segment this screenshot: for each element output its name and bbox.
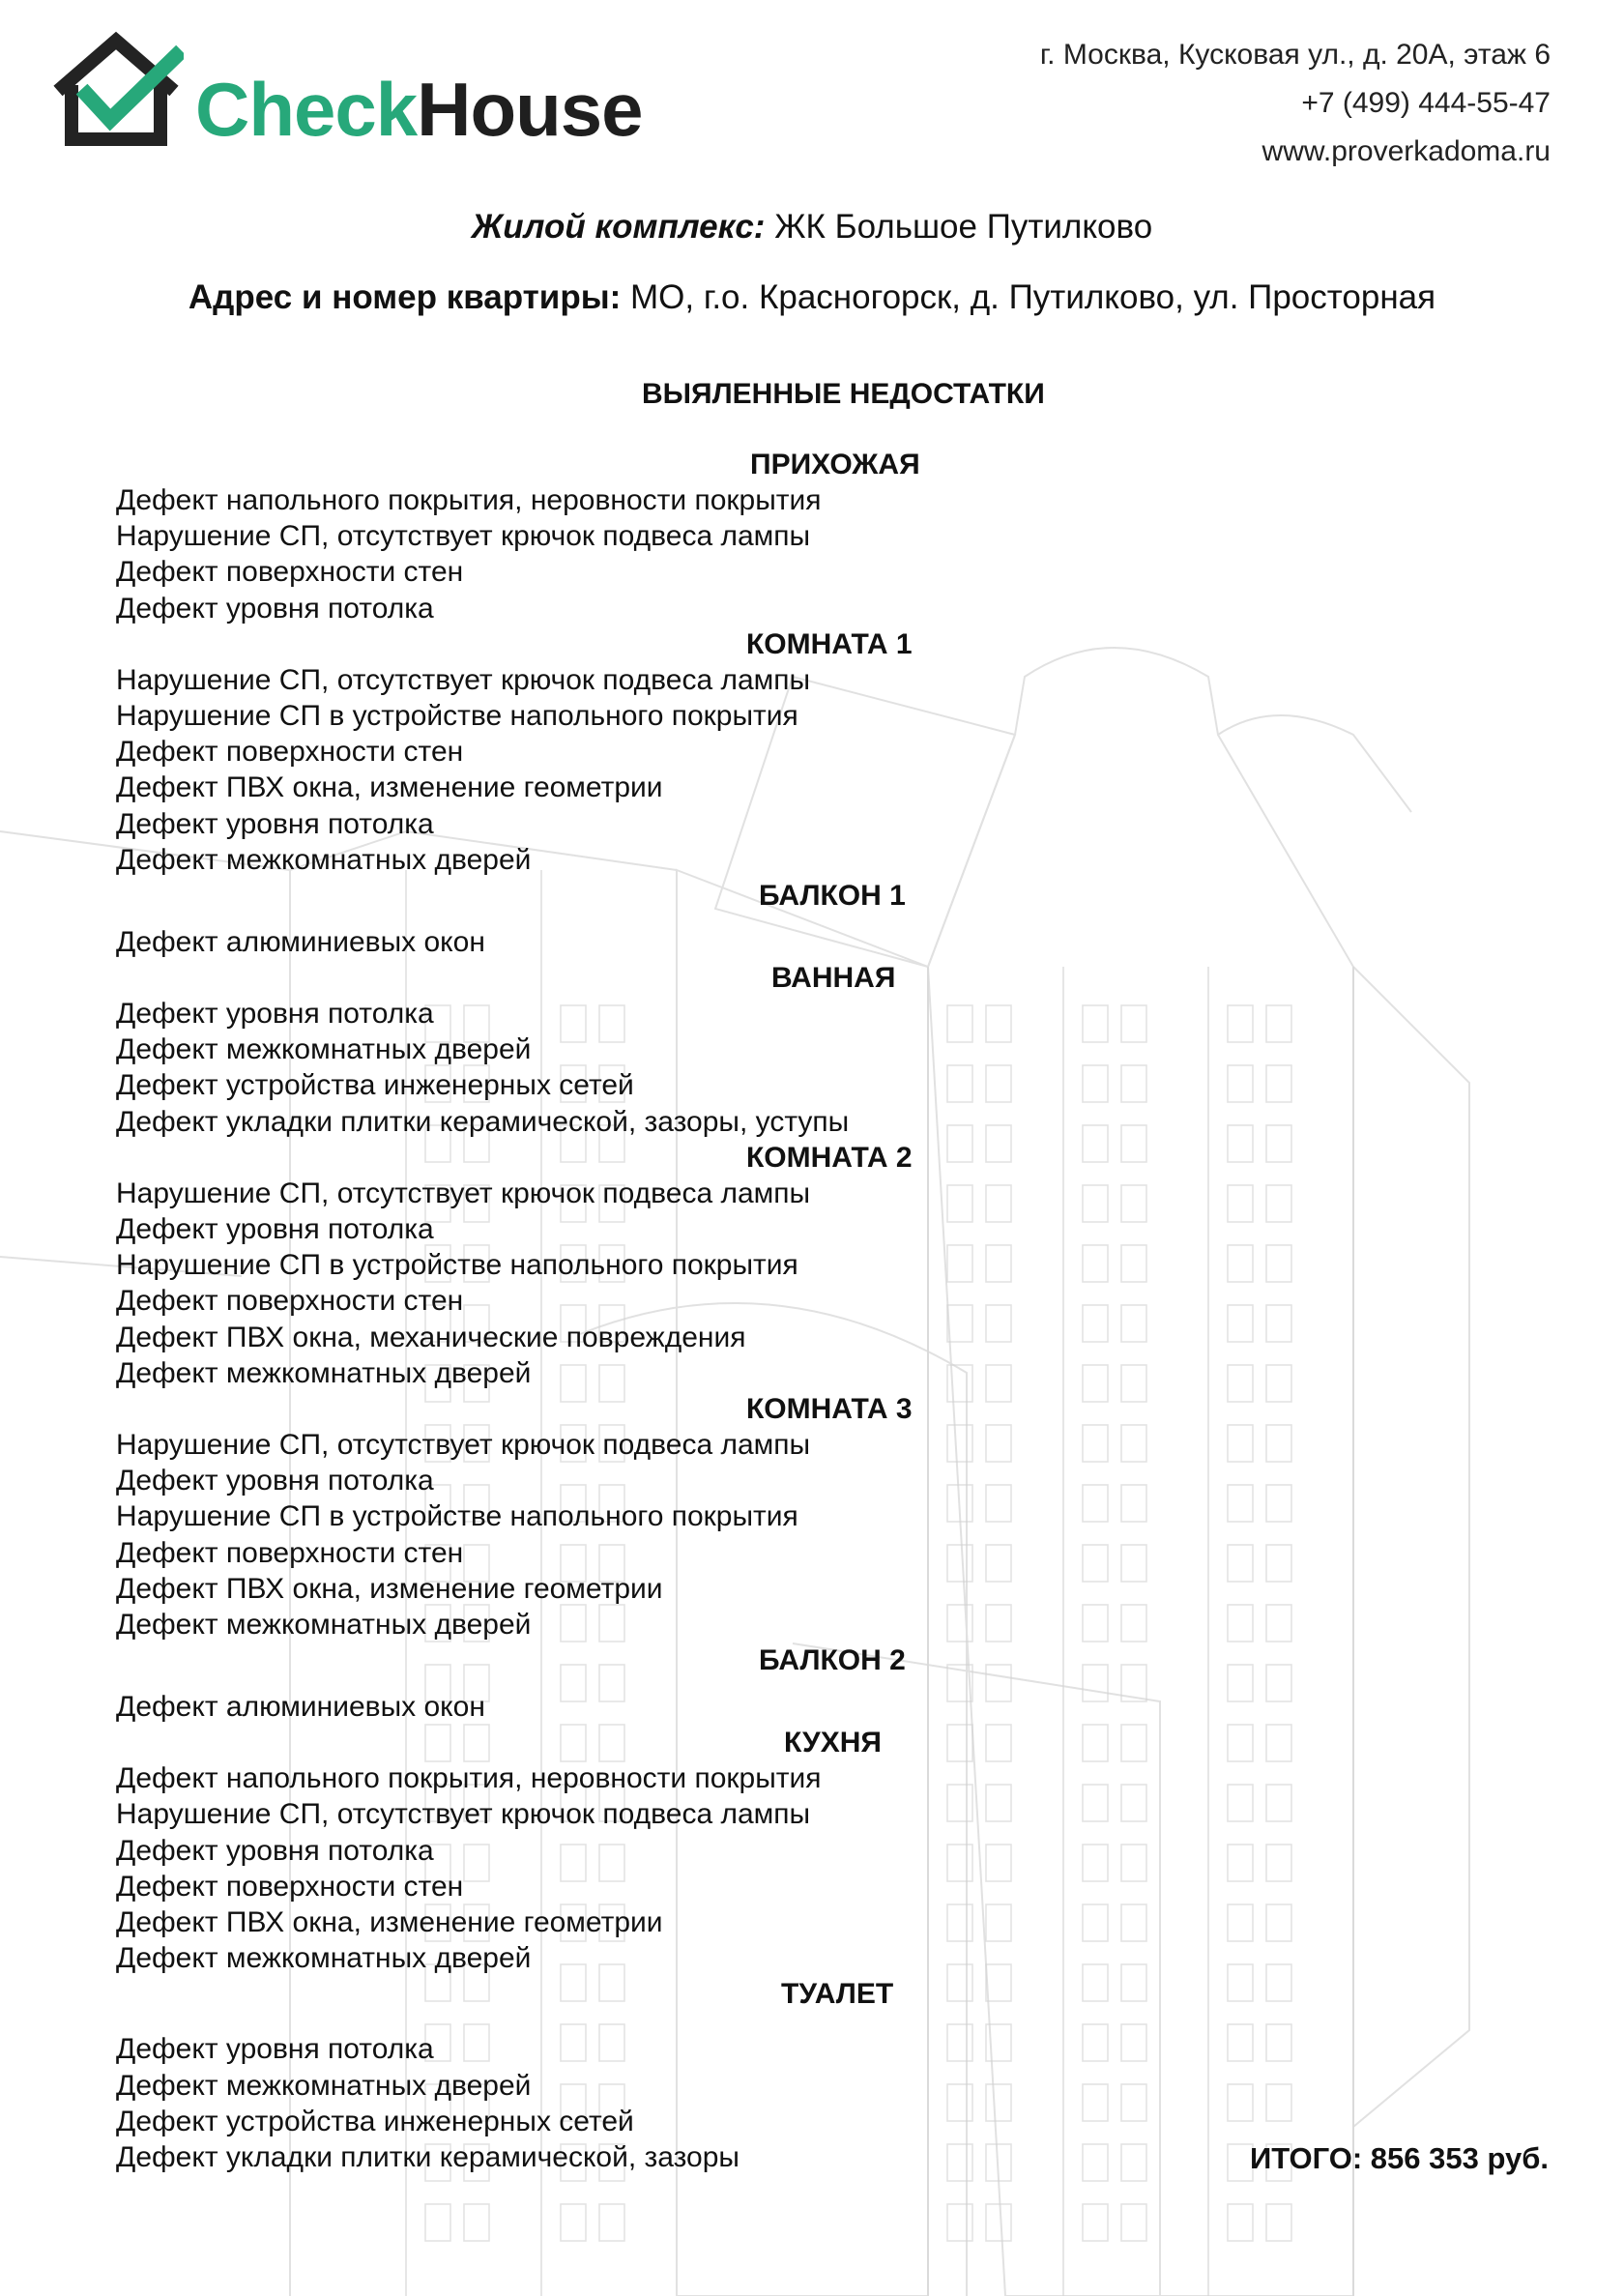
room-section [116,1140,1547,1391]
defect-item: Дефект поверхности стен [116,556,464,589]
address-label: Адрес и номер квартиры: [188,278,622,316]
defect-item: Дефект межкомнатных дверей [116,843,532,876]
defect-item: Дефект напольного покрытия, неровности покрытия [116,1762,822,1795]
window-sketch [464,2204,489,2241]
window-sketch [1083,2204,1108,2241]
defect-item: Нарушение СП в устройстве напольного покрытия [116,1500,798,1533]
window-sketch [947,2204,972,2241]
window-sketch [599,2204,624,2241]
company-website: www.proverkadoma.ru [1262,135,1551,167]
brand-logo [48,31,706,157]
defect-item: Дефект укладки плитки керамической, зазоры [116,2140,740,2173]
house-check-icon [48,31,184,152]
room-title: КОМНАТА 2 [746,1141,913,1174]
defect-item: Дефект поверхности стен [116,1870,464,1903]
room-section [116,960,1547,1140]
room-title: ВАННАЯ [771,962,896,995]
defects-sections [116,447,1547,2175]
window-sketch [561,2204,586,2241]
defect-item: Дефект поверхности стен [116,736,464,769]
defect-item: Дефект межкомнатных дверей [116,1356,532,1389]
section-spacer [116,1678,1547,1689]
room-title: ПРИХОЖАЯ [750,449,920,480]
window-sketch [1228,2204,1253,2241]
defect-item: Дефект ПВХ окна, механические повреждения [116,1321,746,1353]
defect-item: Дефект устройства инженерных сетей [116,1069,634,1102]
brand-name [195,67,643,152]
residential-complex [0,208,1624,247]
company-address: г. Москва, Кусковая ул., д. 20А, этаж 6 [1039,39,1551,71]
complex-label: Жилой комплекс: [471,208,766,246]
defect-item: Дефект алюминиевых окон [116,925,485,958]
company-phone: +7 (499) 444-55-47 [1301,87,1551,119]
room-title: БАЛКОН 2 [759,1644,906,1677]
window-sketch [1266,2204,1291,2241]
defect-item: Нарушение СП в устройстве напольного покрытия [116,699,798,732]
room-section [116,626,1547,878]
apartment-address [0,278,1624,317]
defect-item: Дефект алюминиевых окон [116,1691,485,1724]
section-spacer [116,914,1547,924]
defect-item: Дефект ПВХ окна, изменение геометрии [116,1906,663,1938]
room-title: КУХНЯ [784,1727,882,1759]
defect-item: Дефект укладки плитки керамической, зазоры, уступы [116,1105,850,1138]
defect-item: Дефект межкомнатных дверей [116,1608,532,1641]
room-title: БАЛКОН 1 [759,879,906,912]
room-title: КОМНАТА 1 [746,627,913,660]
defect-item: Дефект уровня потолка [116,1834,434,1867]
defect-item: Нарушение СП, отсутствует крючок подвеса лампы [116,1798,811,1831]
defect-item: Нарушение СП, отсутствует крючок подвеса лампы [116,663,811,696]
defect-item: Нарушение СП, отсутствует крючок подвеса лампы [116,1428,811,1461]
defects-title-text: ВЫЯЛЕННЫЕ НЕДОСТАТКИ [642,378,1045,410]
room-section [116,878,1547,960]
defect-item: Дефект ПВХ окна, изменение геометрии [116,771,663,804]
section-spacer [116,2012,1547,2031]
defect-item: Нарушение СП, отсутствует крючок подвеса лампы [116,520,811,553]
room-section [116,447,1547,626]
defect-item: Дефект поверхности стен [116,1285,464,1318]
window-sketch [986,2204,1011,2241]
room-title: ТУАЛЕТ [781,1978,894,2011]
defect-item: Дефект устройства инженерных сетей [116,2105,634,2137]
complex-value: ЖК Большое Путилково [774,208,1153,246]
total-cost: ИТОГО: 856 353 руб. [1250,2141,1549,2175]
defects-title [116,375,1547,414]
brand-name-house: House [417,67,643,152]
defect-item: Дефект межкомнатных дверей [116,1033,532,1066]
window-sketch [1121,2204,1146,2241]
company-contacts [1040,31,1551,176]
defect-item: Дефект уровня потолка [116,1465,434,1497]
defect-item: Дефект уровня потолка [116,807,434,840]
defect-item: Дефект уровня потолка [116,592,434,625]
defect-item: Дефект уровня потолка [116,998,434,1031]
defect-item: Дефект уровня потолка [116,1213,434,1245]
defect-item: Нарушение СП в устройстве напольного покрытия [116,1249,798,1282]
defects-block [116,375,1547,2175]
room-section [116,1725,1547,1976]
defect-item: Дефект межкомнатных дверей [116,2069,532,2102]
defect-item: Нарушение СП, отсутствует крючок подвеса лампы [116,1177,811,1209]
room-section [116,1391,1547,1642]
defect-item: Дефект напольного покрытия, неровности покрытия [116,484,822,516]
window-sketch [425,2204,450,2241]
defect-item: Дефект уровня потолка [116,2033,434,2066]
defect-item: Дефект ПВХ окна, изменение геометрии [116,1572,663,1605]
room-section [116,1642,1547,1725]
address-value: МО, г.о. Красногорск, д. Путилково, ул. Просторная [630,278,1436,316]
room-title: КОМНАТА 3 [746,1392,913,1425]
defect-item: Дефект поверхности стен [116,1536,464,1569]
defect-item: Дефект межкомнатных дверей [116,1942,532,1975]
brand-name-check: Check [195,67,418,152]
